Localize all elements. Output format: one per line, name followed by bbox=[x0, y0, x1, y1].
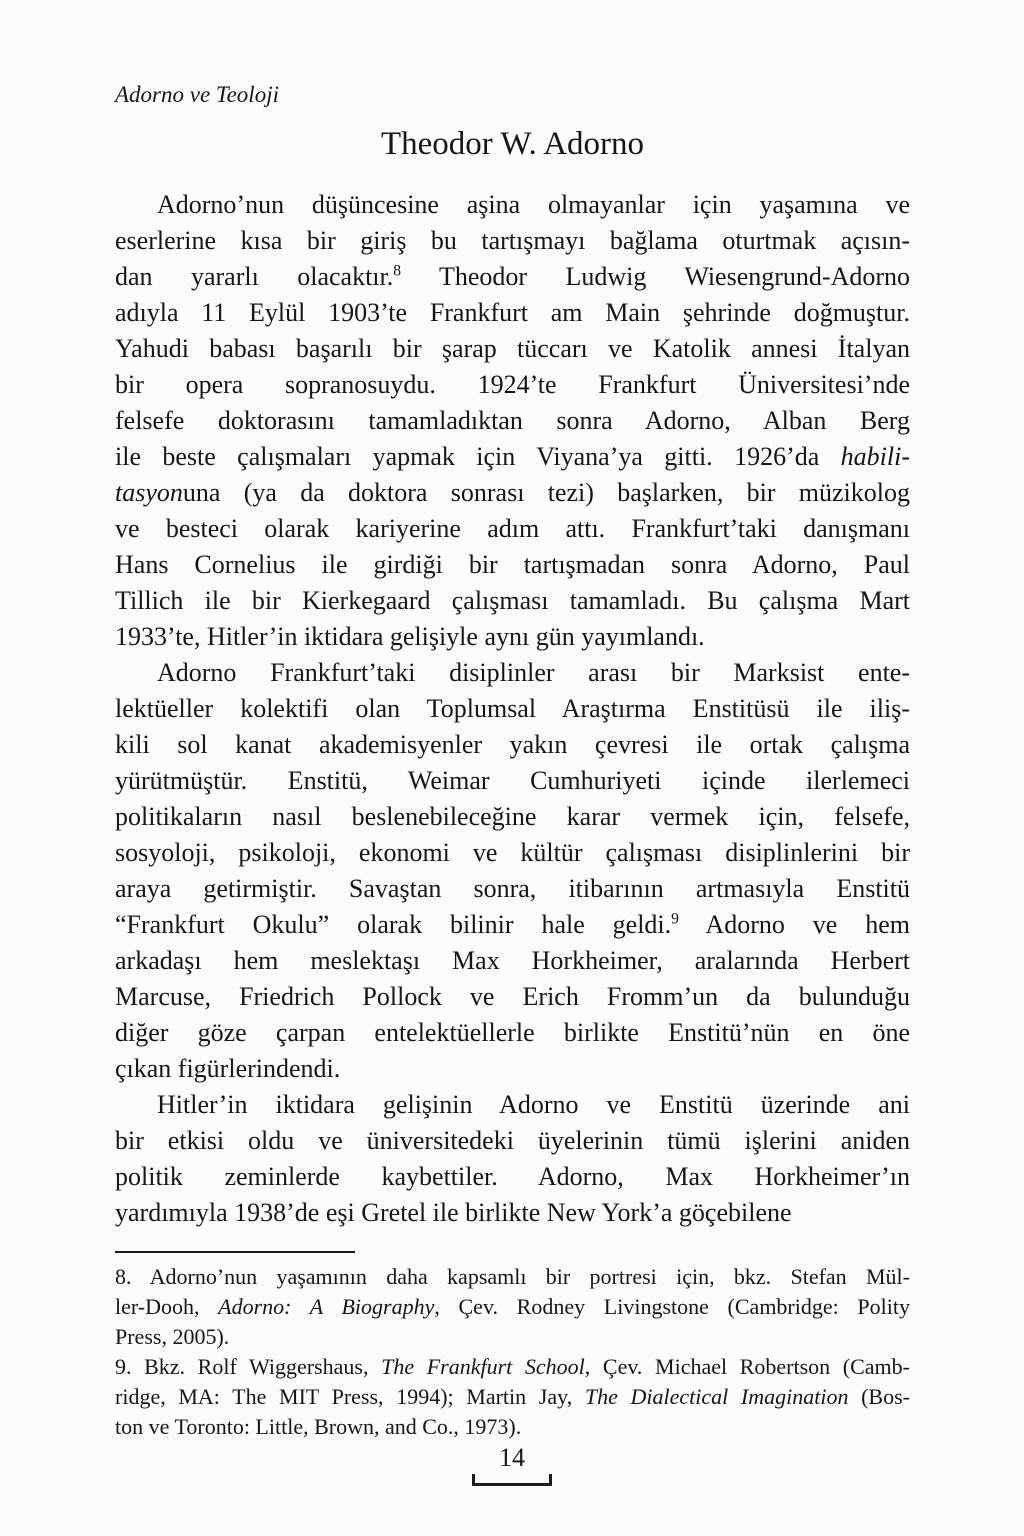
text-segment: dan yararlı olacaktır. bbox=[115, 262, 394, 291]
text-segment: lektüeller kolektifi olan Toplumsal Araştırma Enstitüsü ile iliş- bbox=[115, 694, 910, 723]
text-line bbox=[115, 547, 910, 583]
text-segment: diğer göze çarpan entelektüellerle birlikte Enstitü’nün en öne bbox=[115, 1018, 910, 1047]
text-segment: politik zeminlerde kaybettiler. Adorno, Max Horkheimer’ın bbox=[115, 1162, 910, 1191]
text-line bbox=[115, 223, 910, 259]
text-segment: eserlerine kısa bir giriş bu tartışmayı bağlama oturtmak açısın- bbox=[115, 226, 910, 255]
paragraph bbox=[115, 187, 910, 655]
text-line bbox=[115, 799, 910, 835]
text-line bbox=[115, 835, 910, 871]
text-line bbox=[115, 367, 910, 403]
page-number: 14 bbox=[499, 1443, 525, 1472]
text-line bbox=[115, 727, 910, 763]
page-number-block bbox=[0, 1445, 1024, 1486]
text-line bbox=[115, 655, 910, 691]
text-line bbox=[115, 331, 910, 367]
text-segment: felsefe doktorasını tamamladıktan sonra Adorno, Alban Berg bbox=[115, 406, 910, 435]
text-line bbox=[115, 763, 910, 799]
running-header: Adorno ve Teoloji bbox=[115, 82, 279, 107]
text-segment: Hans Cornelius ile girdiği bir tartışmadan sonra Adorno, Paul bbox=[115, 550, 910, 579]
paragraph bbox=[115, 1087, 910, 1231]
text-line bbox=[115, 439, 910, 475]
italic-text: Adorno: A Biography bbox=[218, 1294, 435, 1319]
footnote-reference: 9 bbox=[671, 910, 679, 928]
text-segment: çıkan figürlerindendi. bbox=[115, 1054, 341, 1083]
text-line bbox=[115, 691, 910, 727]
text-line bbox=[115, 1352, 910, 1382]
text-line bbox=[115, 475, 910, 511]
text-line bbox=[115, 1292, 910, 1322]
text-line bbox=[115, 1195, 910, 1231]
italic-text: tasyon bbox=[115, 478, 183, 507]
text-line bbox=[115, 871, 910, 907]
text-line bbox=[115, 979, 910, 1015]
text-segment: politikaların nasıl beslenebileceğine karar vermek için, felsefe, bbox=[115, 802, 910, 831]
footnote-separator bbox=[115, 1251, 355, 1253]
text-segment: (Bos- bbox=[848, 1384, 910, 1409]
italic-text: habili- bbox=[840, 442, 910, 471]
text-line bbox=[115, 1087, 910, 1123]
text-segment: ve besteci olarak kariyerine adım attı. Frankfurt’taki danışmanı bbox=[115, 514, 910, 543]
text-segment: yürütmüştür. Enstitü, Weimar Cumhuriyeti içinde ilerlemeci bbox=[115, 766, 910, 795]
text-segment: araya getirmiştir. Savaştan sonra, itibarının artmasıyla Enstitü bbox=[115, 874, 910, 903]
text-line bbox=[115, 1322, 910, 1352]
text-segment: Press, 2005). bbox=[115, 1324, 230, 1349]
text-line bbox=[115, 907, 910, 943]
text-line bbox=[115, 259, 910, 295]
text-segment: “Frankfurt Okulu” olarak bilinir hale geldi. bbox=[115, 910, 672, 939]
footnotes bbox=[115, 1262, 910, 1442]
italic-text: The Dialectical Imagination bbox=[584, 1384, 849, 1409]
text-segment: Tillich ile bir Kierkegaard çalışması tamamladı. Bu çalışma Mart bbox=[115, 586, 910, 615]
text-segment: 8. Adorno’nun yaşamının daha kapsamlı bir portresi için, bkz. Stefan Mül- bbox=[115, 1264, 910, 1289]
text-segment: ile beste çalışmaları yapmak için Viyana’ya gitti. 1926’da bbox=[115, 442, 841, 471]
text-segment: yardımıyla 1938’de eşi Gretel ile birlikte New York’a göçebilene bbox=[115, 1198, 792, 1227]
text-line bbox=[115, 943, 910, 979]
text-segment: Adorno Frankfurt’taki disiplinler arası bir Marksist ente- bbox=[157, 658, 910, 687]
footnote bbox=[115, 1352, 910, 1442]
page-title: Theodor W. Adorno bbox=[380, 126, 645, 163]
text-line bbox=[115, 1015, 910, 1051]
text-segment: Adorno ve hem bbox=[678, 910, 910, 939]
text-line bbox=[115, 583, 910, 619]
text-segment: adıyla 11 Eylül 1903’te Frankfurt am Main şehrinde doğmuştur. bbox=[115, 298, 910, 327]
text-segment: Marcuse, Friedrich Pollock ve Erich Fromm’un da bulunduğu bbox=[115, 982, 910, 1011]
text-segment: ton ve Toronto: Little, Brown, and Co., 1973). bbox=[115, 1414, 522, 1439]
text-segment: ridge, MA: The MIT Press, 1994); Martin Jay, bbox=[115, 1384, 585, 1409]
text-line bbox=[115, 295, 910, 331]
text-segment: Adorno’nun düşüncesine aşina olmayanlar için yaşamına ve bbox=[157, 190, 910, 219]
text-line bbox=[115, 619, 910, 655]
text-segment: bir etkisi oldu ve üniversitedeki üyelerinin tümü işlerini aniden bbox=[115, 1126, 910, 1155]
text-segment: , Çev. Rodney Livingstone (Cambridge: Polity bbox=[434, 1294, 910, 1319]
text-line bbox=[115, 403, 910, 439]
footnote bbox=[115, 1262, 910, 1352]
page-number-bracket bbox=[472, 1474, 552, 1486]
text-line bbox=[115, 1051, 910, 1087]
body-text bbox=[115, 187, 910, 1231]
text-segment: , Çev. Michael Robertson (Camb- bbox=[584, 1354, 910, 1379]
text-segment: bir opera sopranosuydu. 1924’te Frankfurt Üniversitesi’nde bbox=[115, 370, 910, 399]
text-segment: Yahudi babası başarılı bir şarap tüccarı ve Katolik annesi İtalyan bbox=[115, 334, 910, 363]
text-line bbox=[115, 1123, 910, 1159]
text-line bbox=[115, 187, 910, 223]
text-segment: sosyoloji, psikoloji, ekonomi ve kültür çalışması disiplinlerini bir bbox=[115, 838, 910, 867]
text-segment: Hitler’in iktidara gelişinin Adorno ve Enstitü üzerinde ani bbox=[157, 1090, 910, 1119]
page-content bbox=[115, 82, 910, 1442]
text-segment: ler-Dooh, bbox=[115, 1294, 219, 1319]
paragraph bbox=[115, 655, 910, 1087]
text-line bbox=[115, 1412, 910, 1442]
text-line bbox=[115, 1262, 910, 1292]
footnote-reference: 8 bbox=[393, 262, 402, 280]
italic-text: The Frankfurt School bbox=[381, 1354, 585, 1379]
text-segment: 9. Bkz. Rolf Wiggershaus, bbox=[115, 1354, 382, 1379]
text-segment: 1933’te, Hitler’in iktidara gelişiyle aynı gün yayımlandı. bbox=[115, 622, 705, 651]
text-line bbox=[115, 511, 910, 547]
text-line bbox=[115, 1382, 910, 1412]
text-segment: kili sol kanat akademisyenler yakın çevresi ile ortak çalışma bbox=[115, 730, 910, 759]
text-segment: una (ya da doktora sonrası tezi) başlarken, bir müzikolog bbox=[182, 478, 910, 507]
text-line bbox=[115, 1159, 910, 1195]
text-segment: arkadaşı hem meslektaşı Max Horkheimer, aralarında Herbert bbox=[115, 946, 910, 975]
text-segment: Theodor Ludwig Wiesengrund-Adorno bbox=[401, 262, 910, 291]
